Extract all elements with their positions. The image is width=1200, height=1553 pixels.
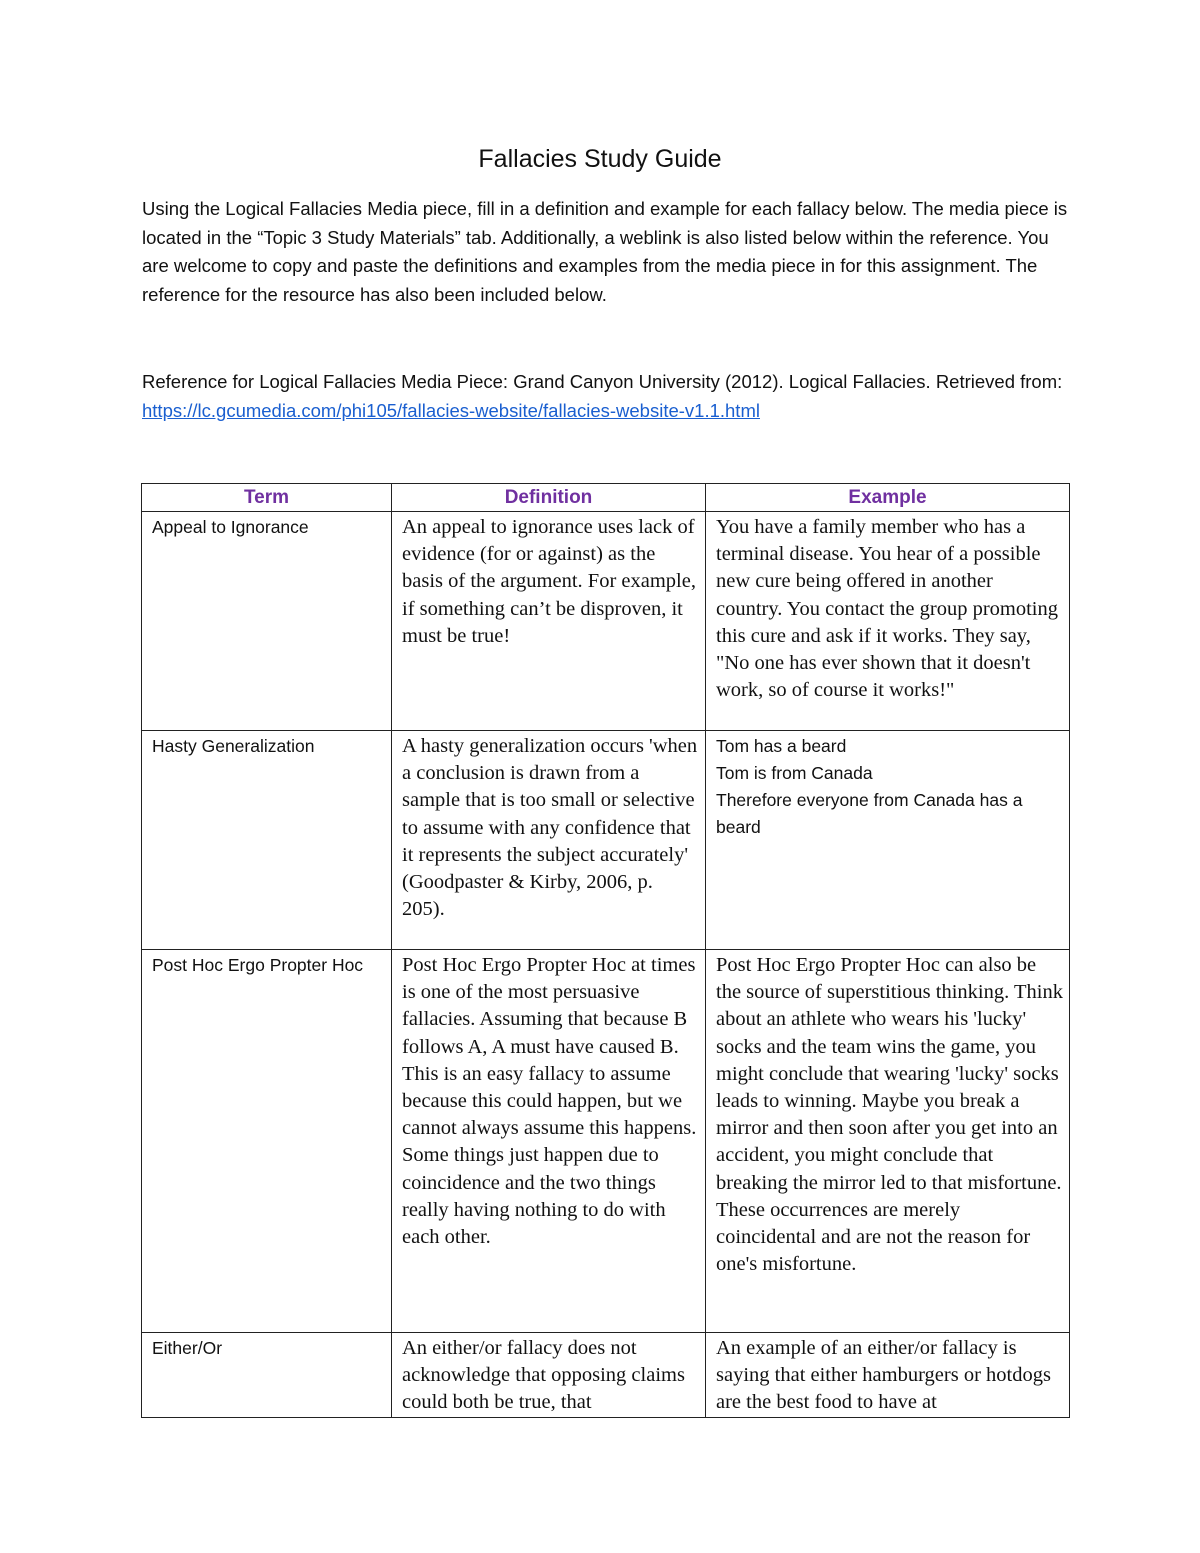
definition-cell[interactable]: An either/or fallacy does not acknowledge that opposing claims could both be true, that — [392, 1333, 706, 1418]
page-title: Fallacies Study Guide — [478, 145, 722, 173]
term-cell[interactable]: Post Hoc Ergo Propter Hoc — [142, 950, 392, 1333]
term-cell[interactable]: Hasty Generalization — [142, 731, 392, 950]
term-cell[interactable]: Appeal to Ignorance — [142, 512, 392, 731]
table-row — [142, 950, 1070, 1333]
example-line: Therefore everyone from Canada has a beard — [716, 790, 1023, 837]
instructions-paragraph: Using the Logical Fallacies Media piece, fill in a definition and example for each fallacy below. The media piece is located in the “Topic 3 Study Materials” tab. Additionally, a weblink is also listed below within the reference. You are welcome to copy and paste the definitions and examples from the media piece in for this assignment. The reference for the resource has also been included below. — [142, 198, 1068, 305]
table-row — [142, 731, 1070, 950]
header-example: Example — [706, 484, 1070, 512]
example-line: Tom is from Canada — [716, 763, 873, 783]
reference-text: Reference for Logical Fallacies Media Piece: Grand Canyon University (2012). Logical Fallacies. Retrieved from: — [142, 371, 1063, 392]
header-definition: Definition — [392, 484, 706, 512]
definition-cell[interactable]: A hasty generalization occurs 'when a conclusion is drawn from a sample that is too small or selective to assume with any confidence that it represents the subject accurately' (Goodpaster & Kirby, 2006, p. 205). — [392, 731, 706, 950]
reference-paragraph — [142, 368, 1072, 425]
table-header-row — [142, 484, 1070, 512]
definition-cell[interactable]: An appeal to ignorance uses lack of evidence (for or against) as the basis of the argument. For example, if something can’t be disproven, it must be true! — [392, 512, 706, 731]
term-cell[interactable]: Either/Or — [142, 1333, 392, 1418]
fallacies-table — [141, 483, 1070, 1418]
header-term: Term — [142, 484, 392, 512]
table-row — [142, 1333, 1070, 1418]
example-cell[interactable]: You have a family member who has a terminal disease. You hear of a possible new cure being offered in another country. You contact the group promoting this cure and ask if it works. They say, "No one has ever shown that it doesn't work, so of course it works!" — [706, 512, 1070, 731]
example-line: Tom has a beard — [716, 736, 847, 756]
example-cell[interactable]: Post Hoc Ergo Propter Hoc can also be the source of superstitious thinking. Think about an athlete who wears his 'lucky' socks and the team wins the game, you might conclude that wearing 'lucky' socks leads to winning. Maybe you break a mirror and then soon after you get into an accident, you might conclude that breaking the mirror led to that misfortune. These occurrences are merely coincidental and are not the reason for one's misfortune. — [706, 950, 1070, 1333]
definition-cell[interactable]: Post Hoc Ergo Propter Hoc at times is one of the most persuasive fallacies. Assuming that because B follows A, A must have caused B. This is an easy fallacy to assume because this could happen, but we cannot always assume this happens. Some things just happen due to coincidence and the two things really having nothing to do with each other. — [392, 950, 706, 1333]
example-cell[interactable]: An example of an either/or fallacy is saying that either hamburgers or hotdogs are the best food to have at — [706, 1333, 1070, 1418]
reference-link[interactable]: https://lc.gcumedia.com/phi105/fallacies-website/fallacies-website-v1.1.html — [142, 399, 760, 421]
table-row — [142, 512, 1070, 731]
example-cell[interactable] — [706, 731, 1070, 950]
